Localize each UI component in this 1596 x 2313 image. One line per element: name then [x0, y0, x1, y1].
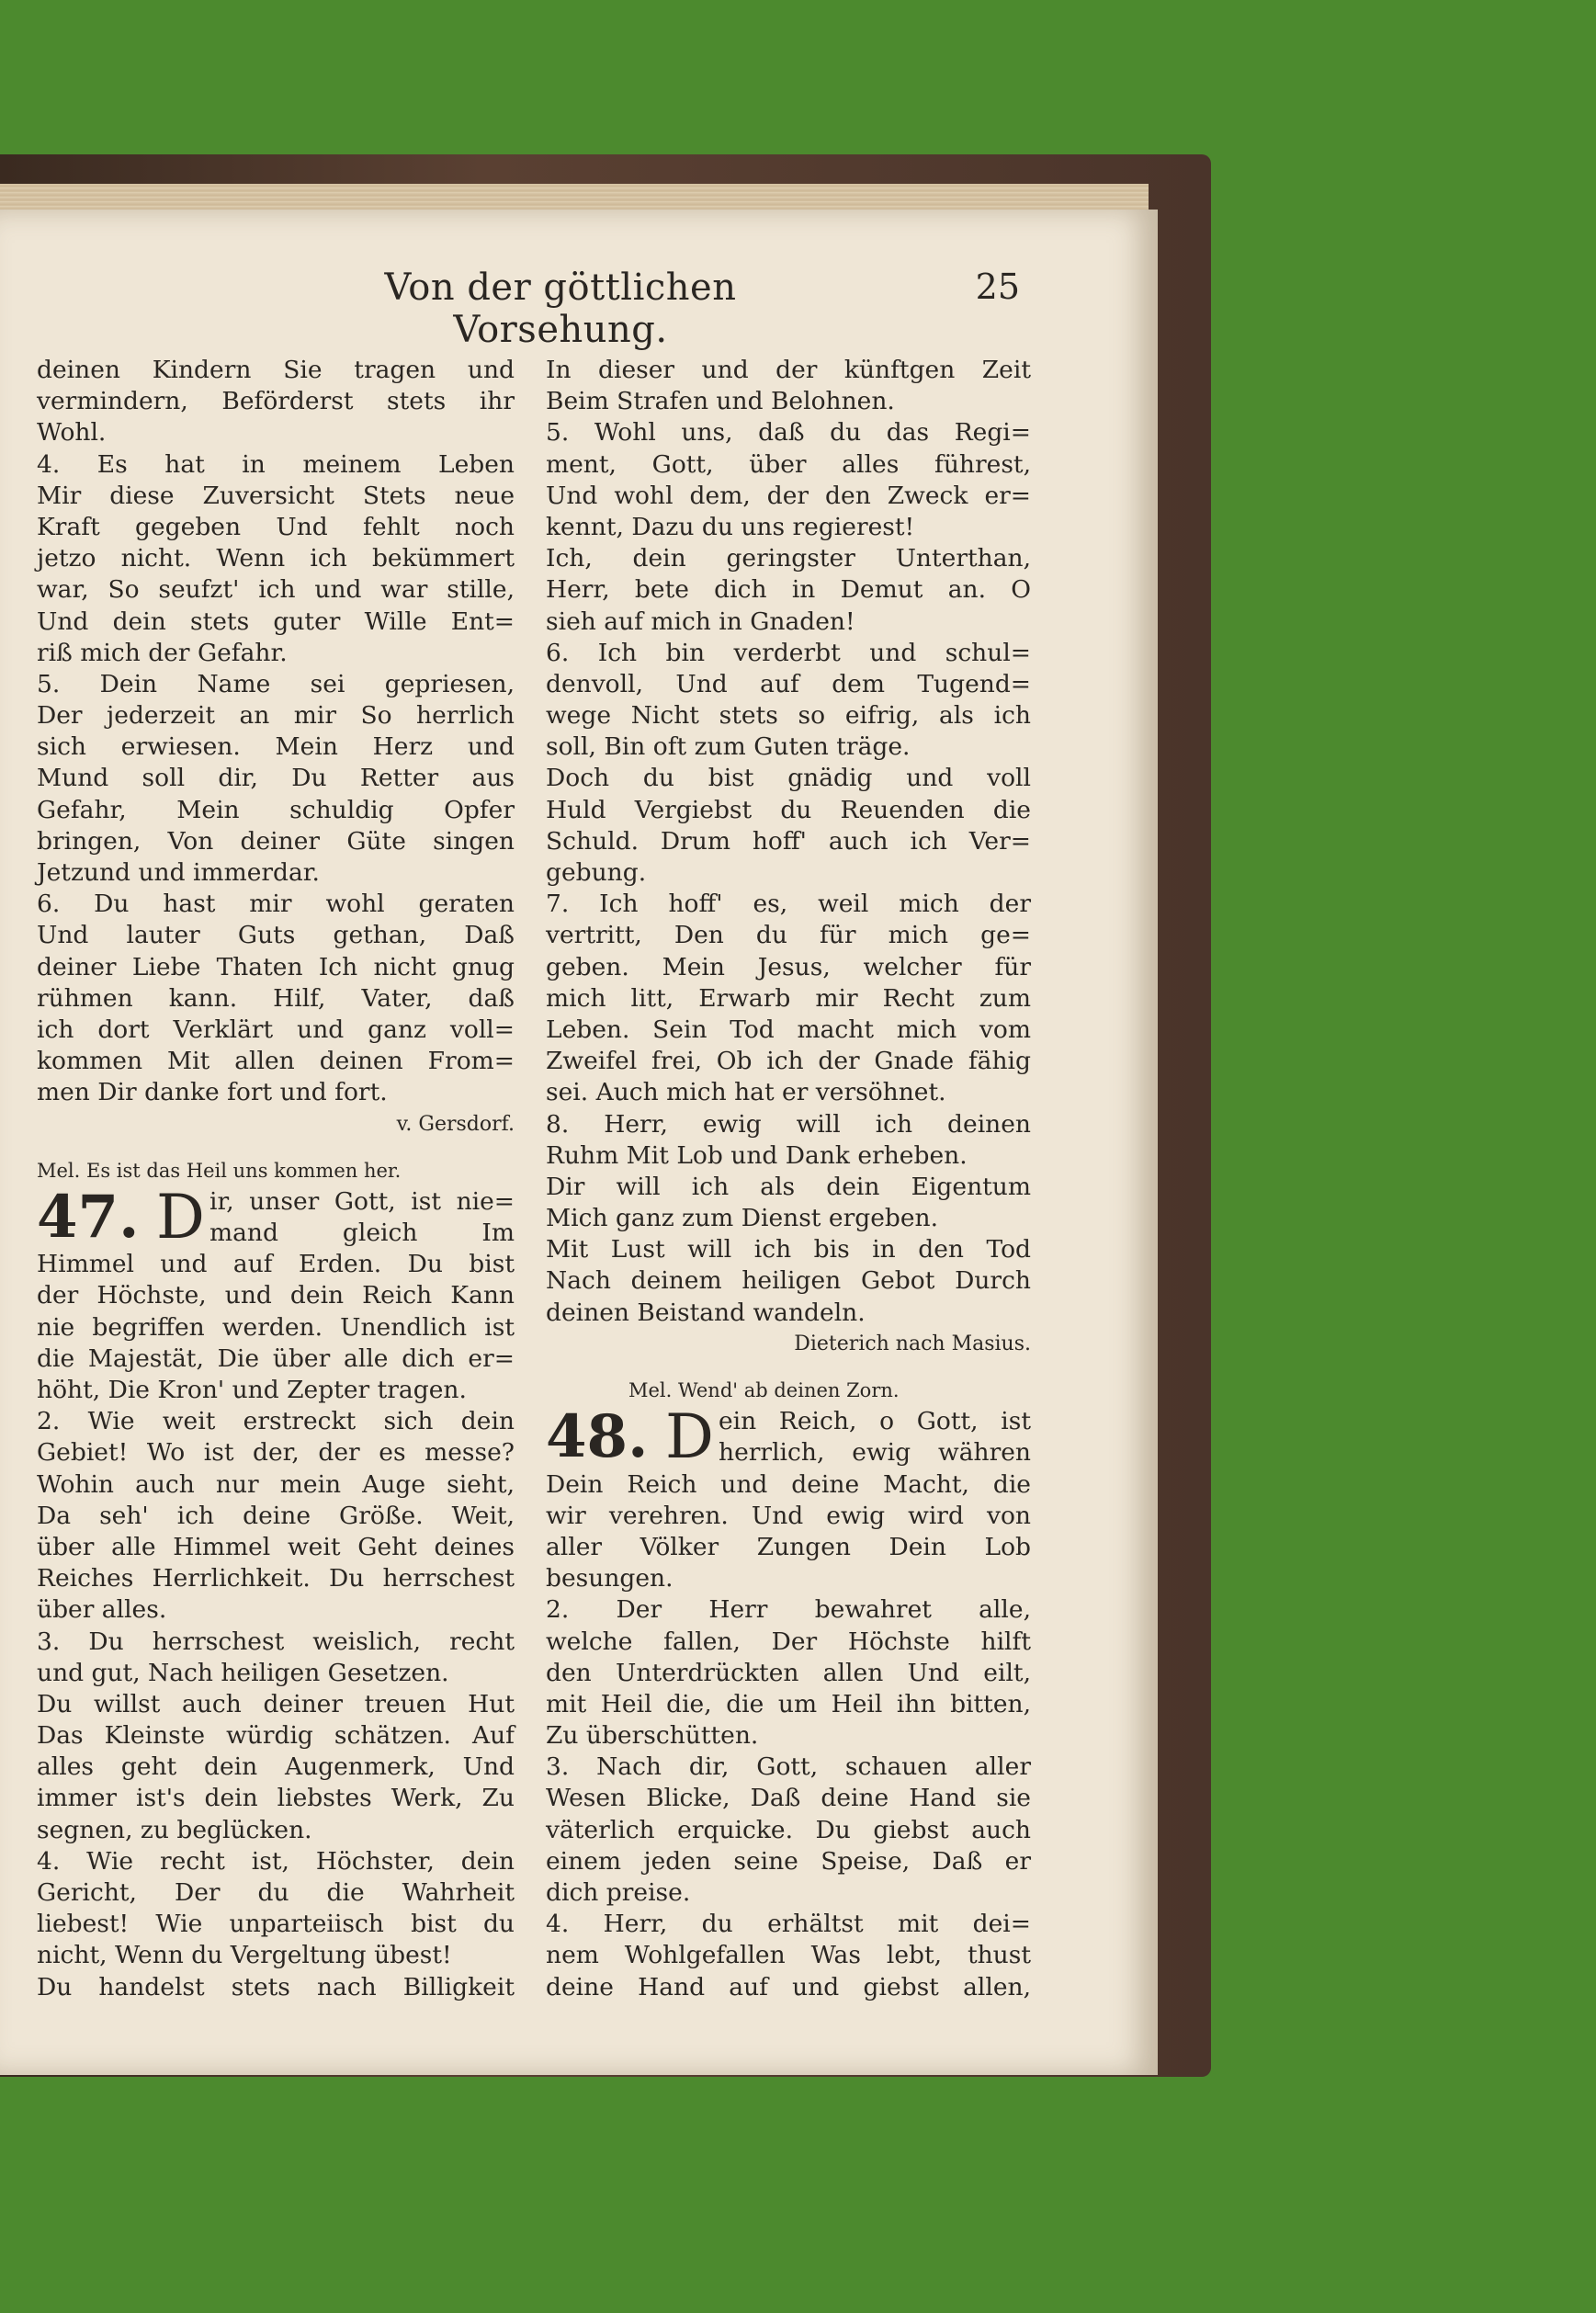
- text-line: Wohl.: [37, 418, 107, 448]
- text-line: 6. Du hast mir wohl geraten: [37, 890, 515, 919]
- text-line: bringen, Von deiner Güte singen: [37, 826, 515, 856]
- text-line: Zweifel frei, Ob ich der Gnade fähig: [546, 1047, 1031, 1076]
- text-line: wege Nicht stets so eifrig, als ich: [546, 701, 1031, 731]
- hymn-48-start: [546, 1401, 1031, 1473]
- hymn-line: ein Reich, o Gott, ist: [719, 1407, 1031, 1436]
- text-line: Und dein stets guter Wille Ent=: [37, 607, 515, 636]
- text-line: Du willst auch deiner treuen Hut: [37, 1689, 515, 1718]
- text-line: liebest! Wie unparteiisch bist du: [37, 1910, 515, 1939]
- text-line: deinen Kindern Sie tragen und: [37, 356, 515, 384]
- text-line: In dieser und der künftgen Zeit: [546, 356, 1031, 384]
- text-line: 2. Der Herr bewahret alle,: [546, 1595, 1031, 1625]
- text-line: Und wohl dem, der den Zweck er=: [546, 481, 1031, 510]
- text-line: vermindern, Beförderst stets ihr: [37, 387, 515, 416]
- text-line: 5. Wohl uns, daß du das Regi=: [546, 418, 1031, 448]
- text-line: kommen Mit allen deinen From=: [37, 1047, 515, 1076]
- text-line: Zu überschütten.: [546, 1721, 759, 1751]
- text-line: Schuld. Drum hoff' auch ich Ver=: [546, 826, 1031, 856]
- hymn-line: herrlich, ewig währen: [719, 1438, 1031, 1468]
- text-line: geben. Mein Jesus, welcher für: [546, 952, 1031, 981]
- hymn-number: 47.: [37, 1182, 140, 1252]
- text-line: 3. Du herrschest weislich, recht: [37, 1627, 515, 1656]
- text-line: Der jederzeit an mir So herrlich: [37, 701, 515, 731]
- text-line: Und lauter Guts gethan, Daß: [37, 921, 515, 950]
- text-line: ment, Gott, über alles führest,: [546, 449, 1031, 479]
- text-line: Huld Vergiebst du Reuenden die: [546, 795, 1031, 824]
- text-line: Himmel und auf Erden. Du bist: [37, 1250, 515, 1279]
- text-line: Reiches Herrlichkeit. Du herrschest: [37, 1564, 515, 1593]
- text-line: Herr, bete dich in Demut an. O: [546, 575, 1031, 605]
- melody-note: Mel. Es ist das Heil uns kommen her.: [37, 1159, 402, 1182]
- hymn-47-text: [37, 1249, 515, 2003]
- text-line: 4. Wie recht ist, Höchster, dein: [37, 1846, 515, 1876]
- text-line: Mich ganz zum Dienst ergeben.: [546, 1204, 939, 1233]
- text-line: sich erwiesen. Mein Herz und: [37, 732, 515, 762]
- text-line: Kraft gegeben Und fehlt noch: [37, 512, 515, 541]
- hymn-number: 48.: [546, 1402, 649, 1472]
- author-credit: Dieterich nach Masius.: [794, 1332, 1031, 1355]
- text-line: deine Hand auf und giebst allen,: [546, 1972, 1031, 2001]
- drop-cap: D: [156, 1181, 205, 1253]
- text-line: deiner Liebe Thaten Ich nicht gnug: [37, 952, 515, 981]
- left-column: [37, 355, 515, 2003]
- text-line: Gefahr, Mein schuldig Opfer: [37, 795, 515, 824]
- drop-cap: D: [665, 1401, 714, 1473]
- text-line: über alles.: [37, 1595, 167, 1625]
- page-header: [37, 266, 1047, 351]
- text-line: Mit Lust will ich bis in den Tod: [546, 1235, 1031, 1264]
- left-text-block: [37, 355, 515, 1109]
- author-credit: v. Gersdorf.: [396, 1112, 515, 1136]
- text-line: wir verehren. Und ewig wird von: [546, 1501, 1031, 1530]
- text-line: Nach deinem heiligen Gebot Durch: [546, 1266, 1031, 1296]
- text-line: Da seh' ich deine Größe. Weit,: [37, 1501, 515, 1530]
- text-line: Ich, dein geringster Unterthan,: [546, 544, 1031, 573]
- text-line: vertritt, Den du für mich ge=: [546, 921, 1031, 950]
- text-line: mich litt, Erwarb mir Recht zum: [546, 983, 1031, 1013]
- text-line: deinen Beistand wandeln.: [546, 1298, 866, 1327]
- text-line: über alle Himmel weit Geht deines: [37, 1532, 515, 1561]
- right-column: [546, 355, 1031, 2003]
- text-line: Dir will ich als dein Eigentum: [546, 1172, 1031, 1201]
- text-line: dich preise.: [546, 1878, 691, 1908]
- text-line: 7. Ich hoff' es, weil mich der: [546, 890, 1031, 919]
- text-line: war, So seufzt' ich und war stille,: [37, 575, 515, 605]
- text-line: denvoll, Und auf dem Tugend=: [546, 669, 1031, 698]
- text-line: Das Kleinste würdig schätzen. Auf: [37, 1721, 515, 1751]
- text-line: mit Heil die, die um Heil ihn bitten,: [546, 1689, 1031, 1718]
- text-line: riß mich der Gefahr.: [37, 638, 288, 667]
- hymn-line: mand gleich Im: [209, 1219, 515, 1248]
- text-line: besungen.: [546, 1564, 673, 1593]
- text-line: rühmen kann. Hilf, Vater, daß: [37, 983, 515, 1013]
- text-line: Leben. Sein Tod macht mich vom: [546, 1015, 1031, 1044]
- right-text-block: [546, 355, 1031, 1329]
- text-line: nicht, Wenn du Vergeltung übest!: [37, 1941, 452, 1970]
- text-line: 6. Ich bin verderbt und schul=: [546, 638, 1031, 667]
- text-line: Doch du bist gnädig und voll: [546, 764, 1031, 793]
- text-line: Mund soll dir, Du Retter aus: [37, 764, 515, 793]
- text-line: 5. Dein Name sei gepriesen,: [37, 669, 515, 698]
- text-line: gebung.: [546, 858, 647, 887]
- text-line: Mir diese Zuversicht Stets neue: [37, 481, 515, 510]
- text-line: alles geht dein Augenmerk, Und: [37, 1752, 515, 1782]
- running-head: Von der göttlichen Vorsehung.: [384, 266, 737, 351]
- text-line: segnen, zu beglücken.: [37, 1815, 312, 1844]
- text-line: der Höchste, und dein Reich Kann: [37, 1281, 515, 1310]
- text-line: immer ist's dein liebstes Werk, Zu: [37, 1784, 515, 1813]
- text-line: Ruhm Mit Lob und Dank erheben.: [546, 1140, 968, 1170]
- text-line: sei. Auch mich hat er versöhnet.: [546, 1078, 946, 1107]
- text-line: Jetzund und immerdar.: [37, 858, 320, 887]
- text-line: Wohin auch nur mein Auge sieht,: [37, 1469, 515, 1499]
- text-line: Du handelst stets nach Billigkeit: [37, 1972, 515, 2001]
- text-line: höht, Die Kron' und Zepter tragen.: [37, 1376, 467, 1405]
- text-line: aller Völker Zungen Dein Lob: [546, 1532, 1031, 1561]
- text-line: nem Wohlgefallen Was lebt, thust: [546, 1941, 1031, 1970]
- text-line: 4. Es hat in meinem Leben: [37, 449, 515, 479]
- text-line: die Majestät, Die über alle dich er=: [37, 1344, 515, 1373]
- text-line: jetzo nicht. Wenn ich bekümmert: [37, 544, 515, 573]
- text-line: 8. Herr, ewig will ich deinen: [546, 1109, 1031, 1139]
- text-line: einem jeden seine Speise, Daß er: [546, 1846, 1031, 1876]
- text-line: sieh auf mich in Gnaden!: [546, 607, 855, 636]
- text-line: 2. Wie weit erstreckt sich dein: [37, 1407, 515, 1436]
- text-line: und gut, Nach heiligen Gesetzen.: [37, 1658, 449, 1687]
- text-line: men Dir danke fort und fort.: [37, 1078, 388, 1107]
- text-line: ich dort Verklärt und ganz voll=: [37, 1015, 515, 1044]
- text-line: Gebiet! Wo ist der, der es messe?: [37, 1438, 515, 1468]
- hymn-line: ir, unser Gott, ist nie=: [209, 1186, 515, 1216]
- text-line: den Unterdrückten allen Und eilt,: [546, 1658, 1031, 1687]
- page-number: 25: [975, 266, 1020, 307]
- hymn-47-start: [37, 1181, 515, 1253]
- text-line: soll, Bin oft zum Guten träge.: [546, 732, 911, 762]
- text-line: Beim Strafen und Belohnen.: [546, 387, 895, 416]
- text-line: Dein Reich und deine Macht, die: [546, 1469, 1031, 1499]
- text-line: kennt, Dazu du uns regierest!: [546, 512, 915, 541]
- text-line: nie begriffen werden. Unendlich ist: [37, 1312, 515, 1342]
- melody-note: Mel. Wend' ab deinen Zorn.: [628, 1379, 900, 1401]
- text-line: Wesen Blicke, Daß deine Hand sie: [546, 1784, 1031, 1813]
- text-line: welche fallen, Der Höchste hilft: [546, 1627, 1031, 1656]
- text-line: Gericht, Der du die Wahrheit: [37, 1878, 515, 1908]
- text-line: 3. Nach dir, Gott, schauen aller: [546, 1752, 1031, 1782]
- text-line: 4. Herr, du erhältst mit dei=: [546, 1910, 1031, 1939]
- book-page: [0, 210, 1158, 2075]
- hymn-48-text: [546, 1469, 1031, 2003]
- text-line: väterlich erquicke. Du giebst auch: [546, 1815, 1031, 1844]
